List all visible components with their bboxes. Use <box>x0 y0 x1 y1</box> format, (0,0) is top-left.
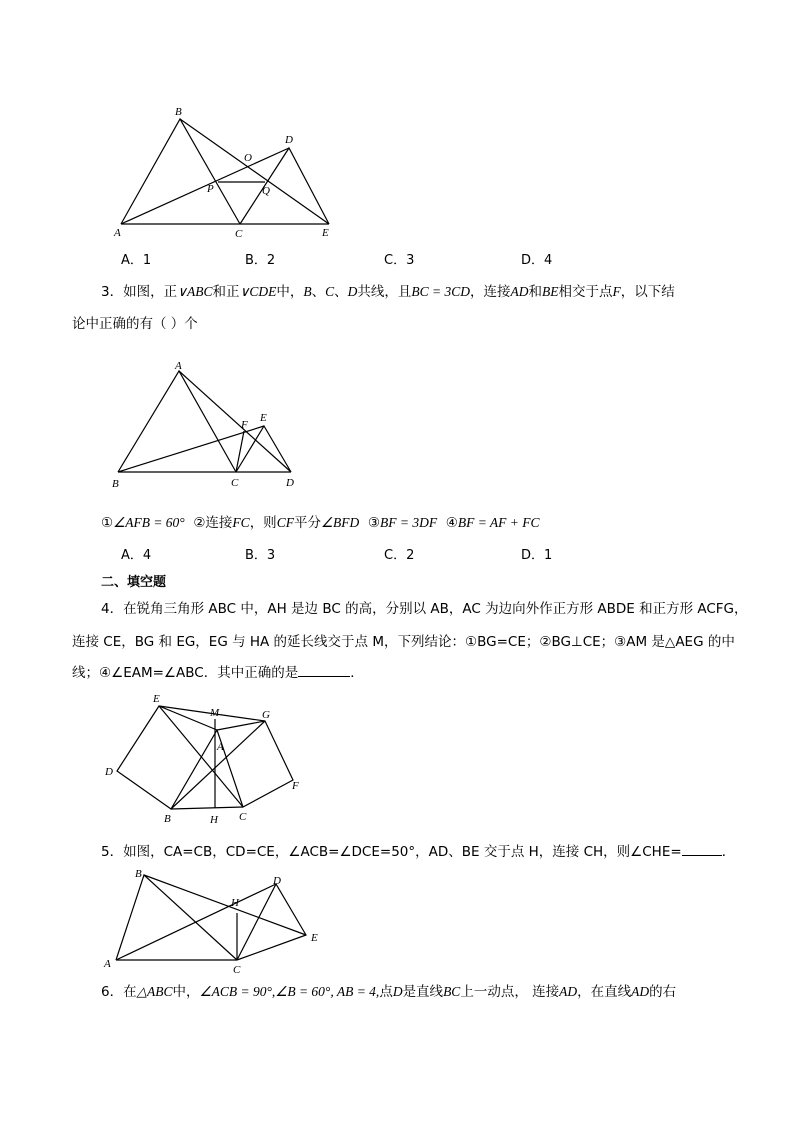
q3-line2: 论中正确的有（ ）个 <box>72 316 198 332</box>
fig-label: G <box>262 709 270 721</box>
q4-figure <box>0 690 794 830</box>
fig-label: C <box>231 477 239 489</box>
q2-option-b: B．2 <box>245 253 276 268</box>
fig-label: M <box>210 707 220 719</box>
fig-label: E <box>153 693 160 705</box>
fig-label: C <box>235 228 243 240</box>
fig-label: E <box>322 227 329 239</box>
fig-label: C <box>239 811 247 823</box>
q3-option-c: C．2 <box>384 548 415 563</box>
fig-label: H <box>231 897 239 909</box>
fig-label: A <box>217 741 224 753</box>
q3-line1: 3．如图，正∨ABC和正∨CDE中，B、C、D共线，且BC = 3CD，连接AD和BE相交于点F，以下结 <box>101 284 675 300</box>
fig-label: B <box>164 813 171 825</box>
q3-figure <box>0 350 794 490</box>
q4-line1: 4．在锐角三角形 ABC 中，AH 是边 BC 的高，分别以 AB，AC 为边向外作正方形 ABDE 和正方形 ACFG， <box>101 601 748 617</box>
fig-label: B <box>175 106 182 118</box>
q3-option-d: D．1 <box>521 548 553 563</box>
q2-option-c: C．3 <box>384 253 415 268</box>
fig-label: C <box>233 964 241 976</box>
fig-label: B <box>112 478 119 490</box>
section-heading: 二、填空题 <box>101 575 167 590</box>
fig-label: D <box>105 766 113 778</box>
fig-label: O <box>244 152 252 164</box>
fig-label: F <box>241 419 248 431</box>
fig-label: E <box>311 932 318 944</box>
fig-label: D <box>273 875 281 887</box>
q4-line2: 连接 CE，BG 和 EG，EG 与 HA 的延长线交于点 M，下列结论：①BG=CE；②BG⊥CE；③AM 是△AEG 的中 <box>72 634 735 650</box>
fig-label: H <box>210 814 218 826</box>
q5-line: 5．如图，CA=CB，CD=CE，∠ACB=∠DCE=50°，AD、BE 交于点 H，连接 CH，则∠CHE= ． <box>101 844 736 860</box>
q3-option-b: B．3 <box>245 548 276 563</box>
q6-line: 6．在△ABC中，∠ACB = 90°,∠B = 60°, AB = 4,点D是直线BC上一动点， 连接AD，在直线AD的右 <box>101 984 677 1000</box>
q5-figure <box>0 860 794 980</box>
q2-figure <box>0 0 794 245</box>
answer-blank[interactable] <box>298 675 350 677</box>
fig-label: P <box>207 183 214 195</box>
fig-label: D <box>286 477 294 489</box>
fig-label: E <box>260 412 267 424</box>
fig-label: A <box>175 360 182 372</box>
q3-option-a: A．4 <box>121 548 152 563</box>
answer-blank[interactable] <box>682 854 722 856</box>
q2-option-a: A．1 <box>121 253 152 268</box>
q2-option-d: D．4 <box>521 253 553 268</box>
q3-conclusions: ①∠AFB = 60° ②连接FC，则CF平分∠BFD ③BF = 3DF ④BF = AF + FC <box>101 515 540 531</box>
fig-label: D <box>285 134 293 146</box>
fig-label: Q <box>262 185 270 197</box>
fig-label: F <box>292 780 299 792</box>
fig-label: B <box>135 868 142 880</box>
fig-label: A <box>104 958 111 970</box>
q4-line3: 线；④∠EAM=∠ABC．其中正确的是 ． <box>72 665 364 681</box>
fig-label: A <box>114 227 121 239</box>
